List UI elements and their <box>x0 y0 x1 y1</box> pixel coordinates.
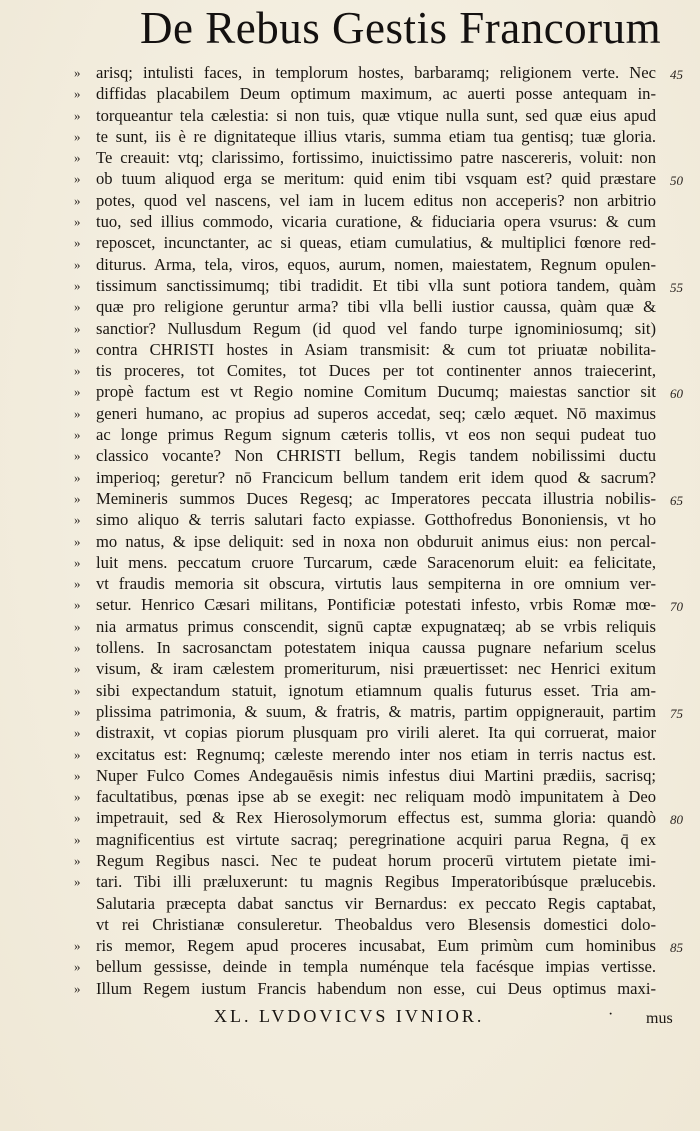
text-line <box>74 786 674 807</box>
quotation-mark: » <box>74 235 81 251</box>
quotation-mark: » <box>74 469 81 485</box>
quotation-mark: » <box>74 767 81 783</box>
line-number: 70 <box>670 599 683 615</box>
line-text: arisq; intulisti faces, in templorum hostes, barbaramq; religionem verte. Nec <box>96 63 656 82</box>
text-line <box>74 105 674 126</box>
quotation-mark: » <box>74 640 81 656</box>
quotation-mark: » <box>74 554 81 570</box>
line-number: 60 <box>670 386 683 402</box>
text-line <box>74 531 674 552</box>
line-number: 55 <box>670 279 683 295</box>
line-text: Memineris summos Duces Regesq; ac Imperatores peccata illustria nobilis- <box>96 488 656 508</box>
line-text: mo natus, & ipse deliquit: sed in noxa non obduruit animus eius: non percal- <box>96 531 656 551</box>
quotation-mark: » <box>74 746 81 762</box>
line-text: tollens. In sacrosanctam potestatem iniqua caussa pugnare nefarium scelus <box>96 638 656 658</box>
line-text: visum, & iram cælestem promeriturum, nisi præuertisset: nec Henrici exitum <box>96 659 656 679</box>
quotation-mark: » <box>74 128 81 144</box>
quotation-mark: » <box>74 107 81 123</box>
running-title: De Rebus Gestis Francorum <box>140 3 662 53</box>
line-text: facultatibus, pœnas ipse ab se exegit: nec reliquam modò impunitatem à Deo <box>96 787 656 807</box>
line-number: 80 <box>670 812 683 828</box>
line-number: 45 <box>670 67 683 82</box>
text-line <box>74 893 674 914</box>
signature-mark: XL. LVDOVICVS IVNIOR. <box>214 1006 485 1026</box>
quotation-mark: » <box>74 874 81 890</box>
line-text: impetrauit, sed & Rex Hierosolymorum effectus est, summa gloria: quandò <box>96 808 656 828</box>
line-number: 75 <box>670 705 683 721</box>
text-line <box>74 381 683 402</box>
text-line <box>74 680 674 701</box>
line-text: propè factum est vt Regio nomine Comitum Ducumq; maiestas sanctior sit <box>96 382 656 402</box>
line-text: Te creauit: vtq; clarissimo, fortissimo, inuictissimo patre nascereris, voluit: non <box>96 148 656 168</box>
line-text: diturus. Arma, tela, viros, equos, aurum, nomen, maiestatem, Regnum opulen- <box>96 254 656 274</box>
line-number: 65 <box>670 492 683 508</box>
line-text: potes, quod vel nascens, vel iam in lucem editus non acceperis? non arbitrio <box>96 190 656 210</box>
quotation-mark: » <box>74 341 81 357</box>
quotation-mark: » <box>74 725 81 741</box>
quotation-mark: » <box>74 810 81 826</box>
quotation-mark: » <box>74 597 81 613</box>
line-text: sibi expectandum statuit, ignotum etiamnum qualis futurus esset. Tria am- <box>96 680 656 700</box>
quotation-mark: » <box>74 65 81 80</box>
text-line <box>74 168 683 189</box>
line-text: Illum Regem iustum Francis habendum non esse, cui Deus optimus maxi- <box>96 978 656 998</box>
text-line <box>74 126 674 147</box>
quotation-mark: » <box>74 299 81 315</box>
line-text: quæ pro religione geruntur arma? tibi vlla belli iustior caussa, quàm quæ & <box>96 297 656 317</box>
line-text: simo aliquo & terris salutari facto expiasse. Gotthofredus Bononiensis, vt ho <box>96 510 656 530</box>
quotation-mark: » <box>74 256 81 272</box>
line-text: Regum Regibus nasci. Nec te pudeat horum procerū virtutem pietate imi- <box>96 850 656 870</box>
text-line <box>74 914 674 935</box>
line-number: 85 <box>670 940 683 956</box>
line-text: Salutaria præcepta dabat sanctus vir Bernardus: ex peccato Regis captabat, <box>96 893 656 913</box>
quotation-mark: » <box>74 214 81 230</box>
line-text: reposcet, incunctanter, ac si queas, etiam cumulatius, & multiplici fœnore red- <box>96 233 656 253</box>
quotation-mark: » <box>74 448 81 464</box>
quotation-mark: » <box>74 533 81 549</box>
text-line <box>74 403 674 424</box>
text-line <box>74 829 674 850</box>
text-line <box>74 744 674 765</box>
line-text: bellum gessisse, deinde in templa numénque tela facésque impias vertisse. <box>96 957 656 977</box>
line-text: excitatus est: Regnumq; cæleste merendo inter nos etiam in terris nactus est. <box>96 744 656 764</box>
line-text: contra CHRISTI hostes in Asiam transmisit: & cum tot priuatæ nobilita- <box>96 339 656 359</box>
text-line <box>74 83 674 104</box>
line-text: tis proceres, tot Comites, tot Duces per tot continenter annos traiecerint, <box>96 361 656 381</box>
quotation-mark: » <box>74 363 81 379</box>
text-line <box>74 296 674 317</box>
quotation-mark: » <box>74 831 81 847</box>
quotation-mark: » <box>74 959 81 975</box>
line-text: tissimum sanctissimumq; tibi tradidit. Et tibi vlla sunt potiora tandem, quàm <box>96 275 656 295</box>
line-text: distraxit, vt copias piorum plusquam pro virili aleret. Ita qui corruerat, maior <box>96 723 656 743</box>
catchword: mus <box>646 1010 673 1027</box>
line-text: Nuper Fulco Comes Andegauēsis nimis infestus diui Martini prædiis, sacrisq; <box>96 765 656 785</box>
quotation-mark: » <box>74 192 81 208</box>
page-footer <box>74 1006 674 1030</box>
quotation-mark: » <box>74 490 81 506</box>
line-text: ob tuum aliquod erga se meritum: quid enim tibi vsquam est? quid præstare <box>96 169 656 189</box>
quotation-mark: » <box>74 789 81 805</box>
text-line <box>74 658 674 679</box>
quotation-mark: » <box>74 703 81 719</box>
text-line <box>74 616 674 637</box>
text-line <box>74 573 674 594</box>
text-line <box>74 850 674 871</box>
text-line <box>74 722 674 743</box>
quotation-mark: » <box>74 171 81 187</box>
text-line <box>74 254 674 275</box>
text-line <box>74 339 674 360</box>
text-line <box>74 701 683 722</box>
quotation-mark: » <box>74 661 81 677</box>
line-text: imperioq; geretur? nō Francicum bellum tandem erit idem quod & sacrum? <box>96 467 656 487</box>
line-text: nia armatus primus conscendit, signū captæ expugnatæq; ab se vrbis reliquis <box>96 616 656 636</box>
quotation-mark: » <box>74 618 81 634</box>
text-line <box>74 318 674 339</box>
line-text: te sunt, iis è re dignitateque illius vtaris, summa etiam tua gentisq; tuæ gloria. <box>96 126 656 146</box>
text-line <box>74 594 683 615</box>
text-line <box>74 978 674 999</box>
text-body <box>74 62 683 999</box>
line-text: magnificentius est virtute sacraq; peregrinatione acquiri parua Regna, q̄ ex <box>96 829 656 849</box>
quotation-mark: » <box>74 320 81 336</box>
text-line <box>74 509 674 530</box>
line-text: tuo, sed illius commodo, vicaria curatione, & fiduciaria opera vsurus: & cum <box>96 212 656 232</box>
line-text: luit mens. peccatum cruore Turcarum, cæde Saracenorum eluit: ea felicitate, <box>96 552 656 572</box>
line-text: vt fraudis memoria sit obscura, virtutis laus sempiterna in ore omnium ver- <box>96 574 656 594</box>
text-line <box>74 445 674 466</box>
quotation-mark: » <box>74 852 81 868</box>
text-line <box>74 871 674 892</box>
text-line <box>74 424 674 445</box>
line-number: 50 <box>670 173 683 189</box>
quotation-mark: » <box>74 512 81 528</box>
line-text: ac longe primus Regum signum cæteris tollis, vt eos non sequi pudeat tuo <box>96 425 656 445</box>
line-text: setur. Henrico Cæsari militans, Pontificiæ potestati infesto, vrbis Romæ mœ- <box>96 595 656 615</box>
line-text: classico vocante? Non CHRISTI bellum, Regis tandem nobilissimi ductu <box>96 446 656 466</box>
line-text: plissima patrimonia, & suum, & fratris, & matris, partim oppignerauit, partim <box>96 701 656 721</box>
text-line <box>74 232 674 253</box>
text-line <box>74 807 683 828</box>
text-line <box>74 956 674 977</box>
text-line <box>74 211 674 232</box>
text-line <box>74 935 683 956</box>
quotation-mark: » <box>74 405 81 421</box>
quotation-mark: » <box>74 682 81 698</box>
quotation-mark: » <box>74 384 81 400</box>
text-line <box>74 488 683 509</box>
quotation-mark: » <box>74 980 81 996</box>
line-text: tari. Tibi illi præluxerunt: tu magnis Regibus Imperatoribúsque prælucebis. <box>96 872 656 892</box>
quotation-mark: » <box>74 576 81 592</box>
line-text: ris memor, Regem apud proceres incusabat, Eum primùm cum hominibus <box>96 936 656 956</box>
line-text: torqueantur tela cælestia: si non tuis, quæ vtique nulla sunt, sed quæ eius apud <box>96 105 656 125</box>
quotation-mark: » <box>74 150 81 166</box>
line-text: vt rei Christianæ consuleretur. Theobaldus vero Blesensis domestici dolo- <box>96 914 656 934</box>
text-line <box>74 275 683 296</box>
quotation-mark: » <box>74 938 81 954</box>
text-line <box>74 552 674 573</box>
text-line <box>74 147 674 168</box>
line-text: generi humano, ac propius ad superos accedat, seq; cælo æquet. Nō maximus <box>96 403 656 423</box>
text-line <box>74 360 674 381</box>
line-text: sanctior? Nullusdum Regum (id quod vel fando turpe ignominiosumq; sit) <box>96 318 656 338</box>
quotation-mark: » <box>74 277 81 293</box>
text-line <box>74 62 683 83</box>
footer-dot: · <box>608 1006 614 1023</box>
quotation-mark: » <box>74 427 81 443</box>
line-text: diffidas placabilem Deum optimum maximum, ac auerti posse antequam in- <box>96 84 656 104</box>
text-line <box>74 190 674 211</box>
text-line <box>74 765 674 786</box>
text-line <box>74 637 674 658</box>
quotation-mark: » <box>74 86 81 102</box>
text-line <box>74 467 674 488</box>
